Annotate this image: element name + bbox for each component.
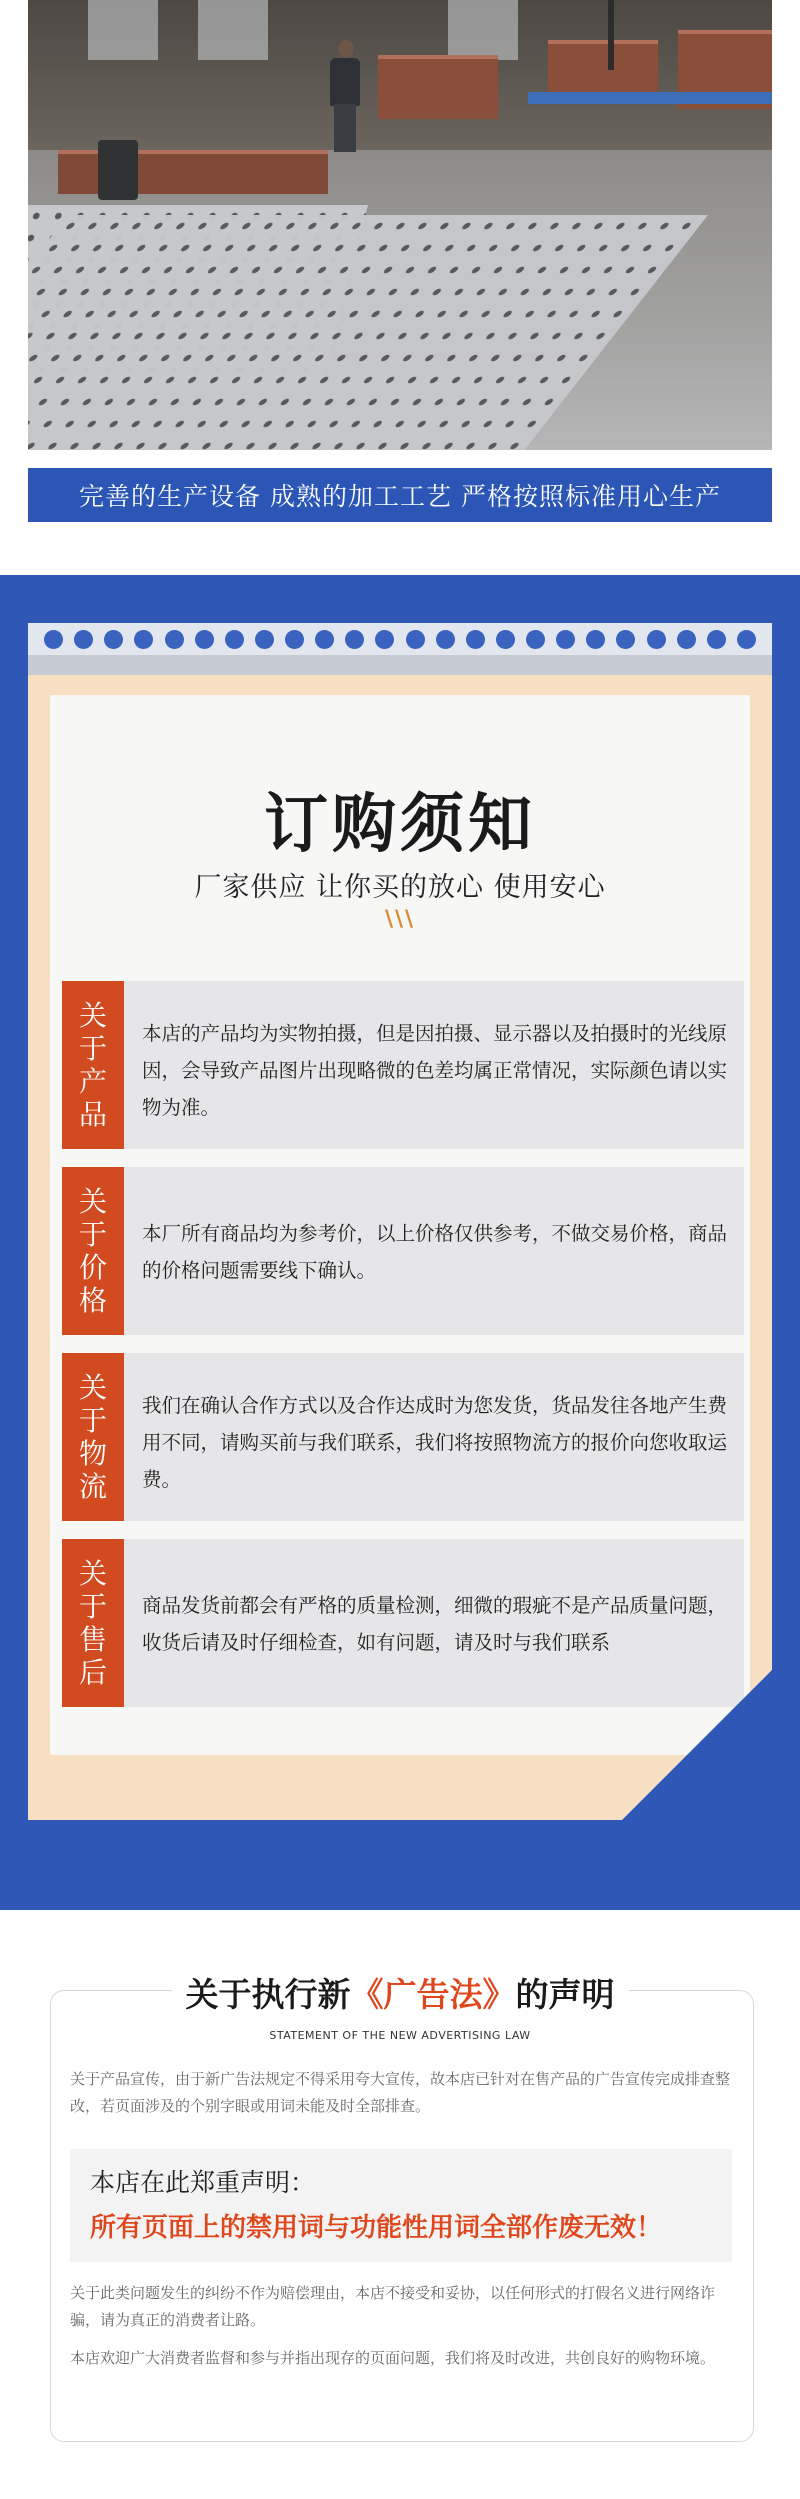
item-tag: 关于产品 bbox=[62, 981, 124, 1149]
binder-hole bbox=[165, 630, 184, 649]
photo-worker bbox=[328, 40, 362, 152]
binder-hole bbox=[556, 630, 575, 649]
photo-window bbox=[198, 0, 268, 60]
item-text: 我们在确认合作方式以及合作达成时为您发货，货品发往各地产生费用不同，请购买前与我们联系，我们将按照物流方的报价向您收取运费。 bbox=[142, 1394, 728, 1491]
notice-card bbox=[50, 695, 750, 1755]
binder-hole bbox=[345, 630, 364, 649]
binder-hole bbox=[285, 630, 304, 649]
item-tag: 关于物流 bbox=[62, 1353, 124, 1521]
slogan-banner bbox=[28, 468, 772, 522]
binder-hole bbox=[586, 630, 605, 649]
binder-hole bbox=[616, 630, 635, 649]
notice-title: 订购须知 bbox=[264, 788, 536, 862]
notice-subtitle: 厂家供应 让你买的放心 使用安心 bbox=[194, 872, 606, 903]
binder-hole bbox=[677, 630, 696, 649]
page-curl bbox=[622, 1670, 772, 1820]
binder-hole bbox=[526, 630, 545, 649]
photo-blue-rail bbox=[528, 92, 772, 104]
order-notice-section bbox=[0, 575, 800, 1910]
item-tag: 关于价格 bbox=[62, 1167, 124, 1335]
slogan-text: 完善的生产设备 成熟的加工工艺 严格按照标准用心生产 bbox=[79, 482, 721, 511]
binder-hole bbox=[466, 630, 485, 649]
photo-window bbox=[448, 0, 518, 60]
item-tag: 关于售后 bbox=[62, 1539, 124, 1707]
statement-paragraph-1: 关于产品宣传，由于新广告法规定不得采用夸大宣传，故本店已针对在售产品的广告宣传完成排查整改，若页面涉及的个别字眼或用词未能及时全部排查。 bbox=[70, 2070, 731, 2115]
item-text: 本店的产品均为实物拍摄，但是因拍摄、显示器以及拍摄时的光线原因，会导致产品图片出现略微的色差均属正常情况，实际颜色请以实物为准。 bbox=[142, 1022, 728, 1119]
binder-hole bbox=[406, 630, 425, 649]
binder-hole bbox=[737, 630, 756, 649]
item-text: 商品发货前都会有严格的质量检测，细微的瑕疵不是产品质量问题，收货后请及时仔细检查，如有问题，请及时与我们联系 bbox=[142, 1594, 728, 1654]
binder-hole bbox=[436, 630, 455, 649]
binder-hole bbox=[707, 630, 726, 649]
binder-hole bbox=[225, 630, 244, 649]
binder-hole bbox=[375, 630, 394, 649]
binder-hole bbox=[255, 630, 274, 649]
decorative-slashes: \\\ bbox=[384, 907, 416, 932]
binder-strip bbox=[28, 655, 772, 675]
binder-hole bbox=[74, 630, 93, 649]
declaration-line-1: 本店在此郑重声明： bbox=[90, 2168, 316, 2197]
declaration-line-2: 所有页面上的禁用词与功能性用词全部作废无效！ bbox=[90, 2213, 663, 2243]
product-photo bbox=[28, 0, 772, 450]
photo-window bbox=[88, 0, 158, 60]
notice-paper bbox=[28, 675, 772, 1820]
binder-hole bbox=[104, 630, 123, 649]
statement-declaration-box bbox=[70, 2149, 732, 2262]
photo-lamp bbox=[608, 0, 614, 70]
statement-paragraph-3: 本店欢迎广大消费者监督和参与并指出现存的页面问题，我们将及时改进，共创良好的购物环境。 bbox=[70, 2349, 716, 2367]
binder-hole bbox=[647, 630, 666, 649]
binder-hole bbox=[315, 630, 334, 649]
notice-item-price bbox=[62, 1167, 744, 1335]
binder-hole bbox=[134, 630, 153, 649]
statement-paragraph-2: 关于此类问题发生的纠纷不作为赔偿理由，本店不接受和妥协，以任何形式的打假名义进行网络诈骗，请为真正的消费者让路。 bbox=[70, 2284, 716, 2329]
photo-machine bbox=[98, 140, 138, 200]
statement-subtitle-en: STATEMENT OF THE NEW ADVERTISING LAW bbox=[269, 2029, 531, 2042]
binder-holes bbox=[28, 623, 772, 655]
binder-hole bbox=[44, 630, 63, 649]
binder-hole bbox=[496, 630, 515, 649]
binder-hole bbox=[195, 630, 214, 649]
statement-title: 关于执行新《广告法》的声明 bbox=[0, 1969, 800, 2016]
notice-item-logistics bbox=[62, 1353, 744, 1521]
notice-item-product bbox=[62, 981, 744, 1149]
item-text: 本厂所有商品均为参考价，以上价格仅供参考，不做交易价格，商品的价格问题需要线下确认。 bbox=[142, 1222, 728, 1282]
photo-stack bbox=[378, 55, 498, 119]
